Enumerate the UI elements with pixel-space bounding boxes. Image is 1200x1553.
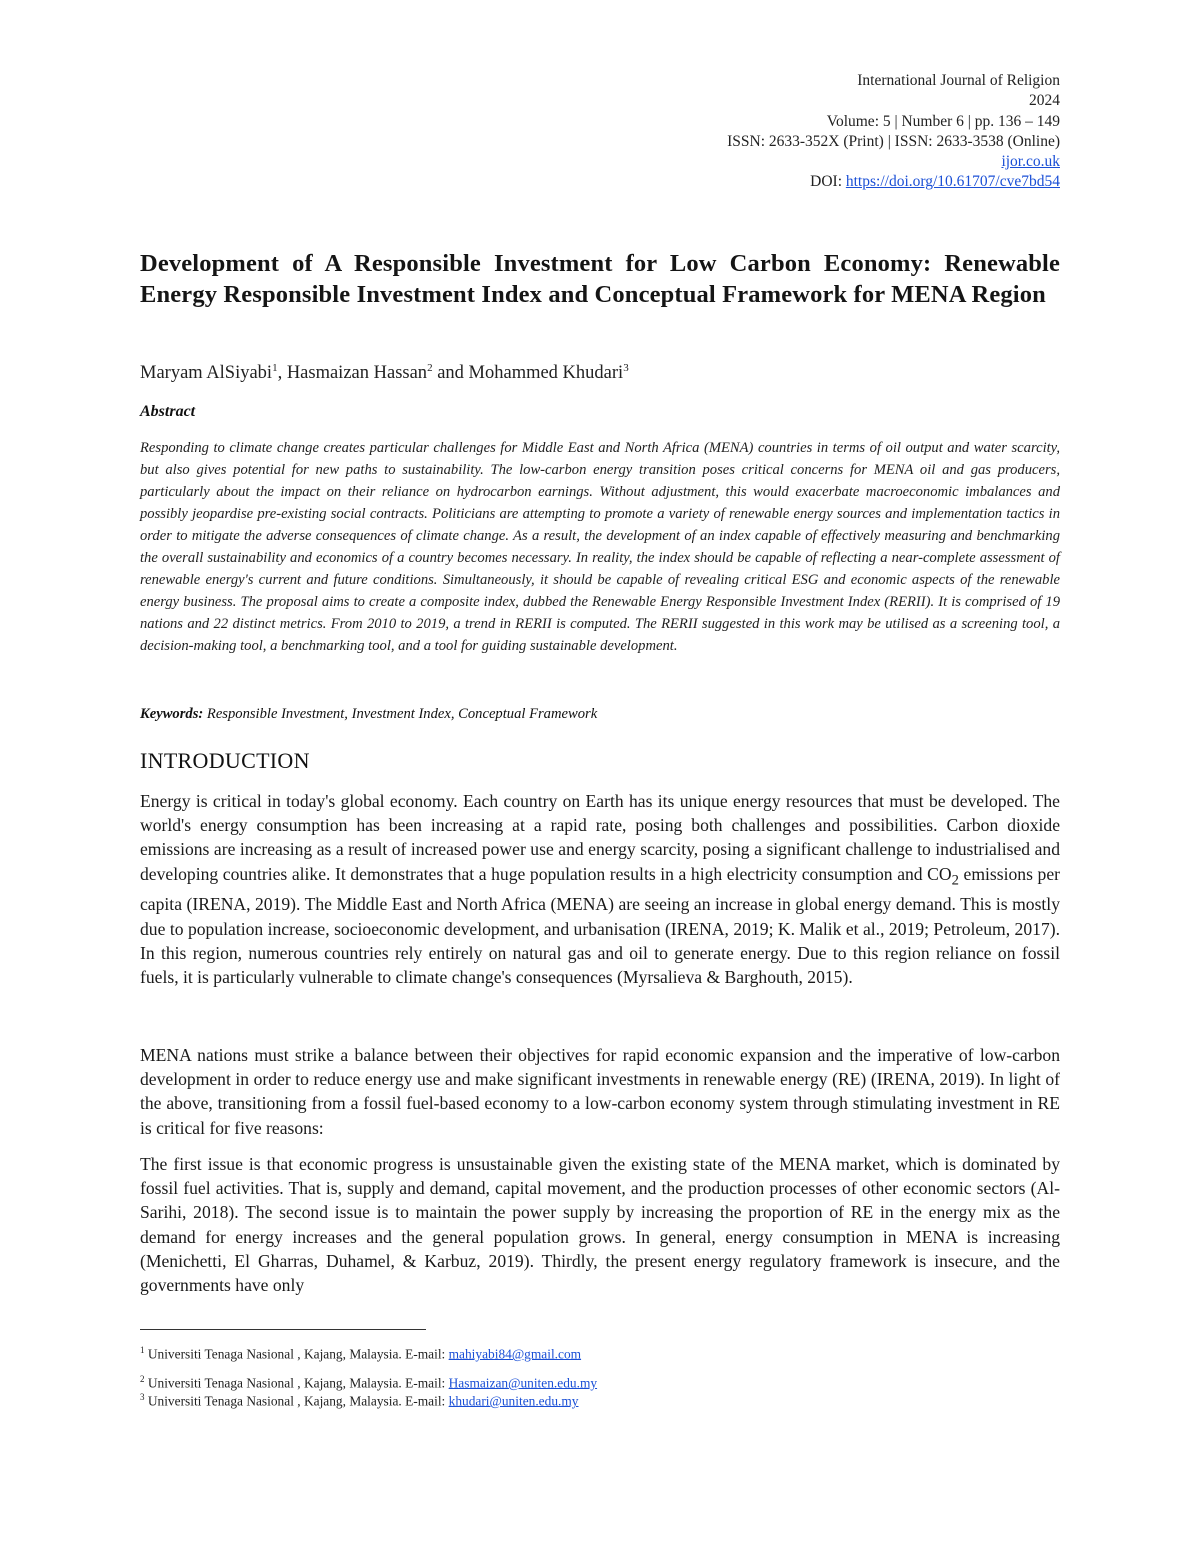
footnote-number: 3 [140,1392,145,1402]
abstract-text: Responding to climate change creates particular challenges for Middle East and North Africa (MENA) countries in terms of oil output and water scarcity, but also gives potential for new paths to sustainability. The low-carbon energy transition poses critical concerns for MENA oil and gas producers, particularly about the impact on their reliance on hydrocarbon earnings. Without adjustment, this would exacerbate macroeconomic imbalances and possibly jeopardise pre-existing social contracts. Politicians are attempting to promote a variety of renewable energy sources and implementation tactics in order to mitigate the adverse consequences of climate change. As a result, the development of an index capable of effectively measuring and benchmarking the overall sustainability and economics of a country becomes necessary. In reality, the index should be capable of reflecting a near-complete assessment of renewable energy's current and future conditions. Simultaneously, it should be capable of revealing critical ESG and economic aspects of the renewable energy business. The proposal aims to create a composite index, dubbed the Renewable Energy Responsible Investment Index (RERII). It is comprised of 19 nations and 22 distinct metrics. From 2010 to 2019, a trend in RERII is computed. The RERII suggested in this work may be utilised as a screening tool, a decision-making tool, a benchmarking tool, and a tool for guiding sustainable development. [140,440,1060,654]
footnote-divider [140,1329,426,1330]
keywords-label: Keywords: [140,706,204,722]
author-affiliation-mark: 3 [623,362,629,374]
doi-link[interactable]: https://doi.org/10.61707/cve7bd54 [845,173,1060,191]
footnote-email-link[interactable]: mahiyabi84@gmail.com [448,1346,582,1362]
footnote-email-link[interactable]: Hasmaizan@uniten.edu.my [448,1375,598,1391]
abstract-heading: Abstract [140,403,196,420]
journal-header [560,71,1060,193]
introduction-heading: INTRODUCTION [140,748,310,773]
author-name: Hasmaizan Hassan [286,363,428,384]
journal-year: 2024 [1029,92,1060,110]
volume-info: Volume: 5 | Number 6 | pp. 136 – 149 [826,112,1060,130]
doi-line [560,172,1060,192]
author-affiliation-mark: 1 [272,362,278,374]
footnote-1: $^1$ Universiti Tenaga Nasional , Kajang, Malaysia. E-mail: mahiyabi84@gmail.com [140,1345,582,1362]
footnote-2: $^2$ Universiti Tenaga Nasional , Kajang, Malaysia. E-mail: Hasmaizan@uniten.edu.my [140,1374,598,1391]
doi-label: DOI: [810,173,846,191]
author-name: Maryam AlSiyabi [140,363,273,384]
body-paragraph-2: MENA nations must strike a balance between their objectives for rapid economic expansion and the imperative of low-carbon development in order to reduce energy use and make significant investments in renewable energy (RE) (IRENA, 2019). In light of the above, transitioning from a fossil fuel-based economy to a low-carbon economy system through stimulating investment in RE is critical for five reasons: [140,1045,1060,1138]
footnote-number: 2 [140,1374,145,1384]
journal-name: International Journal of Religion [857,72,1060,89]
body-paragraph-1: Energy is critical in today's global economy. Each country on Earth has its unique energy resources that must be developed. The world's energy consumption has been increasing at a rapid rate, posing both challenges and possibilities. Carbon dioxide emissions are increasing as a result of increased power use and energy scarcity, posing a significant challenge to industrialised and developing countries alike. It demonstrates that a huge population results in a high electricity consumption and $CO_2$ emissions per capita (IRENA, 2019). The Middle East and North Africa (MENA) are seeing an increase in global energy demand. This is mostly due to population increase, socioeconomic development, and urbanisation (IRENA, 2019; K. Malik et al., 2019; Petroleum, 2017). In this region, numerous countries rely entirely on natural gas and oil to generate energy. Due to this region reliance on fossil fuels, it is particularly vulnerable to climate change's consequences (Myrsalieva & Barghouth, 2015). [140,791,1060,987]
keywords-line [140,704,1060,724]
author-name: Mohammed Khudari [468,363,624,384]
paper-title: Development of A Responsible Investment for Low Carbon Economy: Renewable Energy Responsible Investment Index and Conceptual Framework for MENA Region [140,250,1060,308]
footnote-number: 1 [140,1345,145,1355]
subscript-2: 2 [951,872,959,889]
journal-website-link[interactable]: ijor.co.uk [1001,153,1060,171]
body-paragraph-3: The first issue is that economic progress is unsustainable given the existing state of the MENA market, which is dominated by fossil fuel activities. That is, supply and demand, capital movement, and the production processes of other economic sectors (Al-Sarihi, 2018). The second issue is to maintain the power supply by increasing the proportion of RE in the energy mix as the demand for energy increases and the general population grows. In general, energy consumption in MENA is increasing (Menichetti, El Gharras, Duhamel, & Karbuz, 2019). Thirdly, the present energy regulatory framework is insecure, and the governments have only [140,1154,1060,1296]
footnote-email-link[interactable]: khudari@uniten.edu.my [448,1393,579,1409]
author-affiliation-mark: 2 [427,362,433,374]
keywords-text: Responsible Investment, Investment Index, Conceptual Framework [203,706,598,722]
issn-info: ISSN: 2633-352X (Print) | ISSN: 2633-3538 (Online) [727,132,1060,150]
author-list: Maryam AlSiyabi$^1$, Hasmaizan Hassan$^2$ and Mohammed Khudari$^3$ [140,362,629,384]
footnote-3: $^3$ Universiti Tenaga Nasional , Kajang, Malaysia. E-mail: khudari@uniten.edu.my [140,1392,579,1409]
